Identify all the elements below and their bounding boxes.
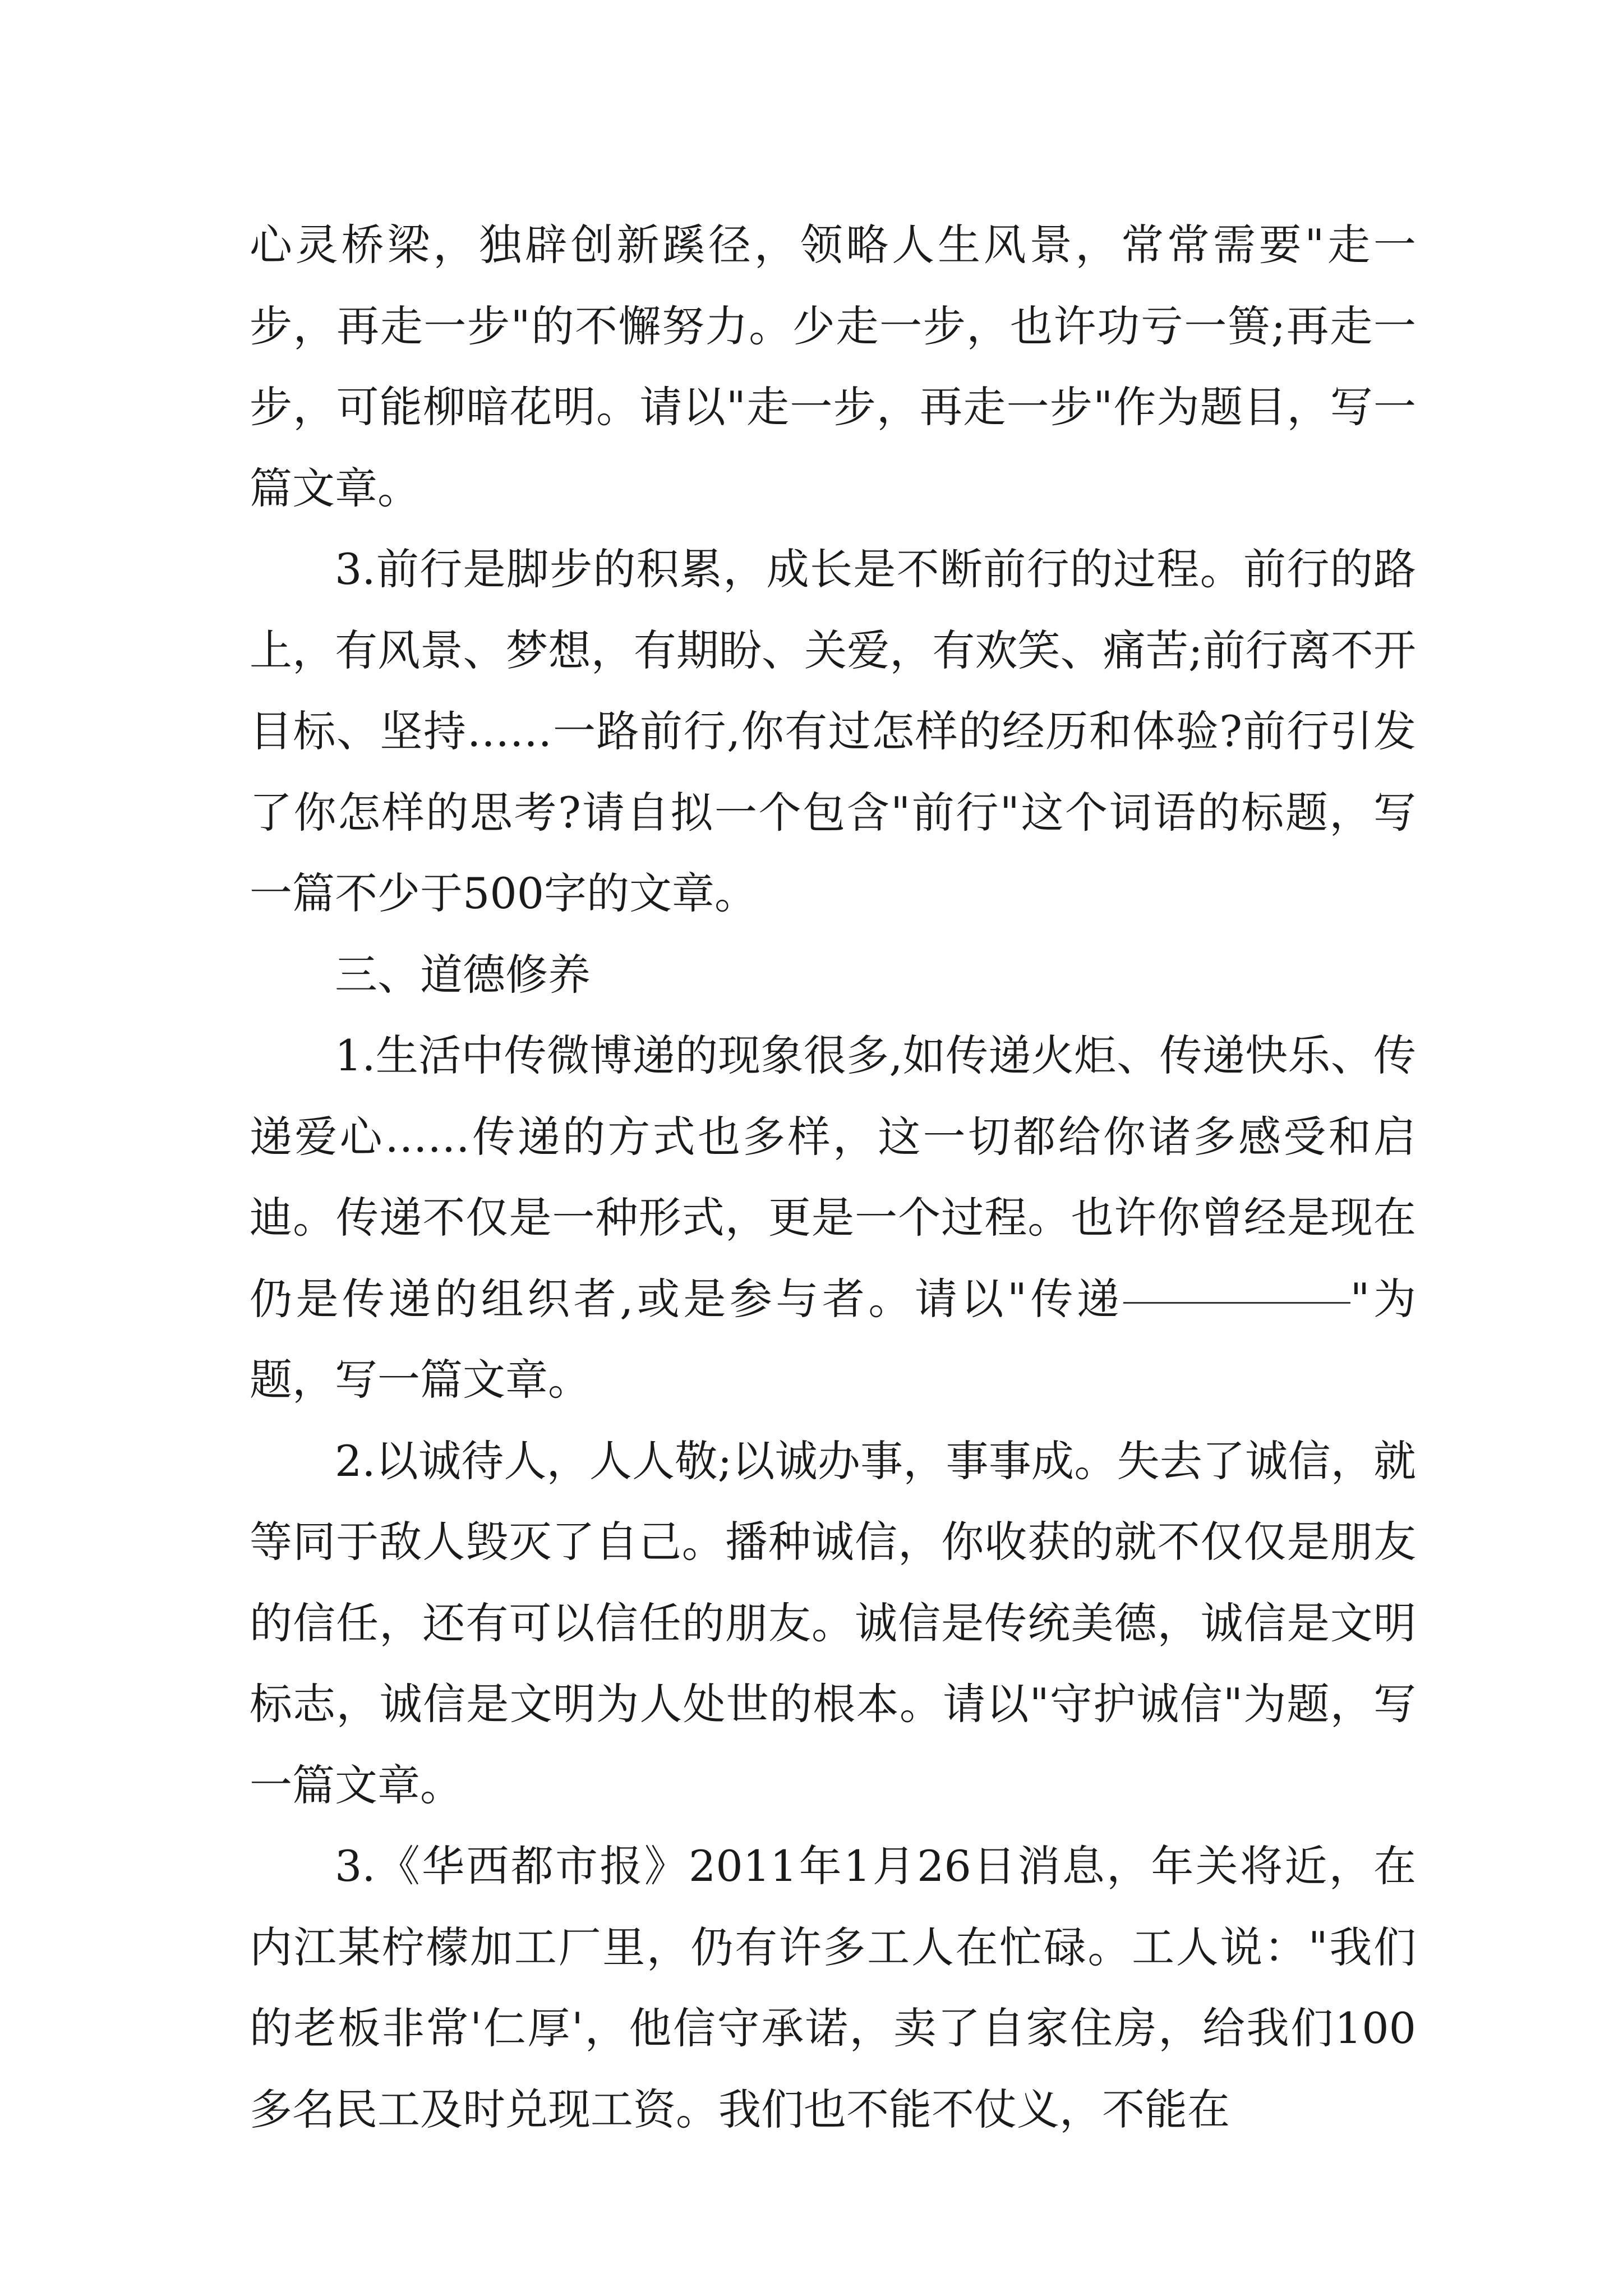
paragraph-prompt-news: 3.《华西都市报》2011年1月26日消息，年关将近，在内江某柠檬加工厂里，仍有许多工人在忙碌。工人说："我们的老板非常'仁厚'，他信守承诺，卖了自家住房，给我们100多名民工及时兑现工资。我们也不能不仗义，不能在 bbox=[250, 1841, 1416, 2134]
paragraph-intro-continued: 心灵桥梁，独辟创新蹊径，领略人生风景，常常需要"走一步，再走一步"的不懈努力。少走一步，也许功亏一篑;再走一步，可能柳暗花明。请以"走一步，再走一步"作为题目，写一篇文章。 bbox=[250, 220, 1416, 513]
paragraph-prompt-chuandi-tail: "为题，写一篇文章。 bbox=[250, 1273, 1416, 1405]
section-heading-moral-cultivation: 三、道德修养 bbox=[335, 949, 591, 1000]
paragraph-prompt-chuandi-text: 1.生活中传微博递的现象很多,如传递火炬、传递快乐、传递爱心……传递的方式也多样，这一切都给你诸多感受和启迪。传递不仅是一种形式，更是一个过程。也许你曾经是现在仍是传递的组织者,或是参与者。请以"传递 bbox=[250, 1030, 1416, 1324]
paragraph-prompt-chuandi bbox=[250, 1015, 1416, 1421]
fill-in-blank-line bbox=[1123, 1301, 1350, 1304]
paragraph-prompt-qianxing: 3.前行是脚步的积累，成长是不断前行的过程。前行的路上，有风景、梦想，有期盼、关爱，有欢笑、痛苦;前行离不开目标、坚持……一路前行,你有过怎样的经历和体验?前行引发了你怎样的思考?请自拟一个包含"前行"这个词语的标题，写一篇不少于500字的文章。 bbox=[250, 544, 1416, 918]
paragraph-prompt-chengxin: 2.以诚待人，人人敬;以诚办事，事事成。失去了诚信，就等同于敌人毁灭了自己。播种诚信，你收获的就不仅仅是朋友的信任，还有可以信任的朋友。诚信是传统美德，诚信是文明标志，诚信是文明为人处世的根本。请以"守护诚信"为题，写一篇文章。 bbox=[250, 1435, 1416, 1810]
document-page bbox=[250, 205, 1416, 2150]
